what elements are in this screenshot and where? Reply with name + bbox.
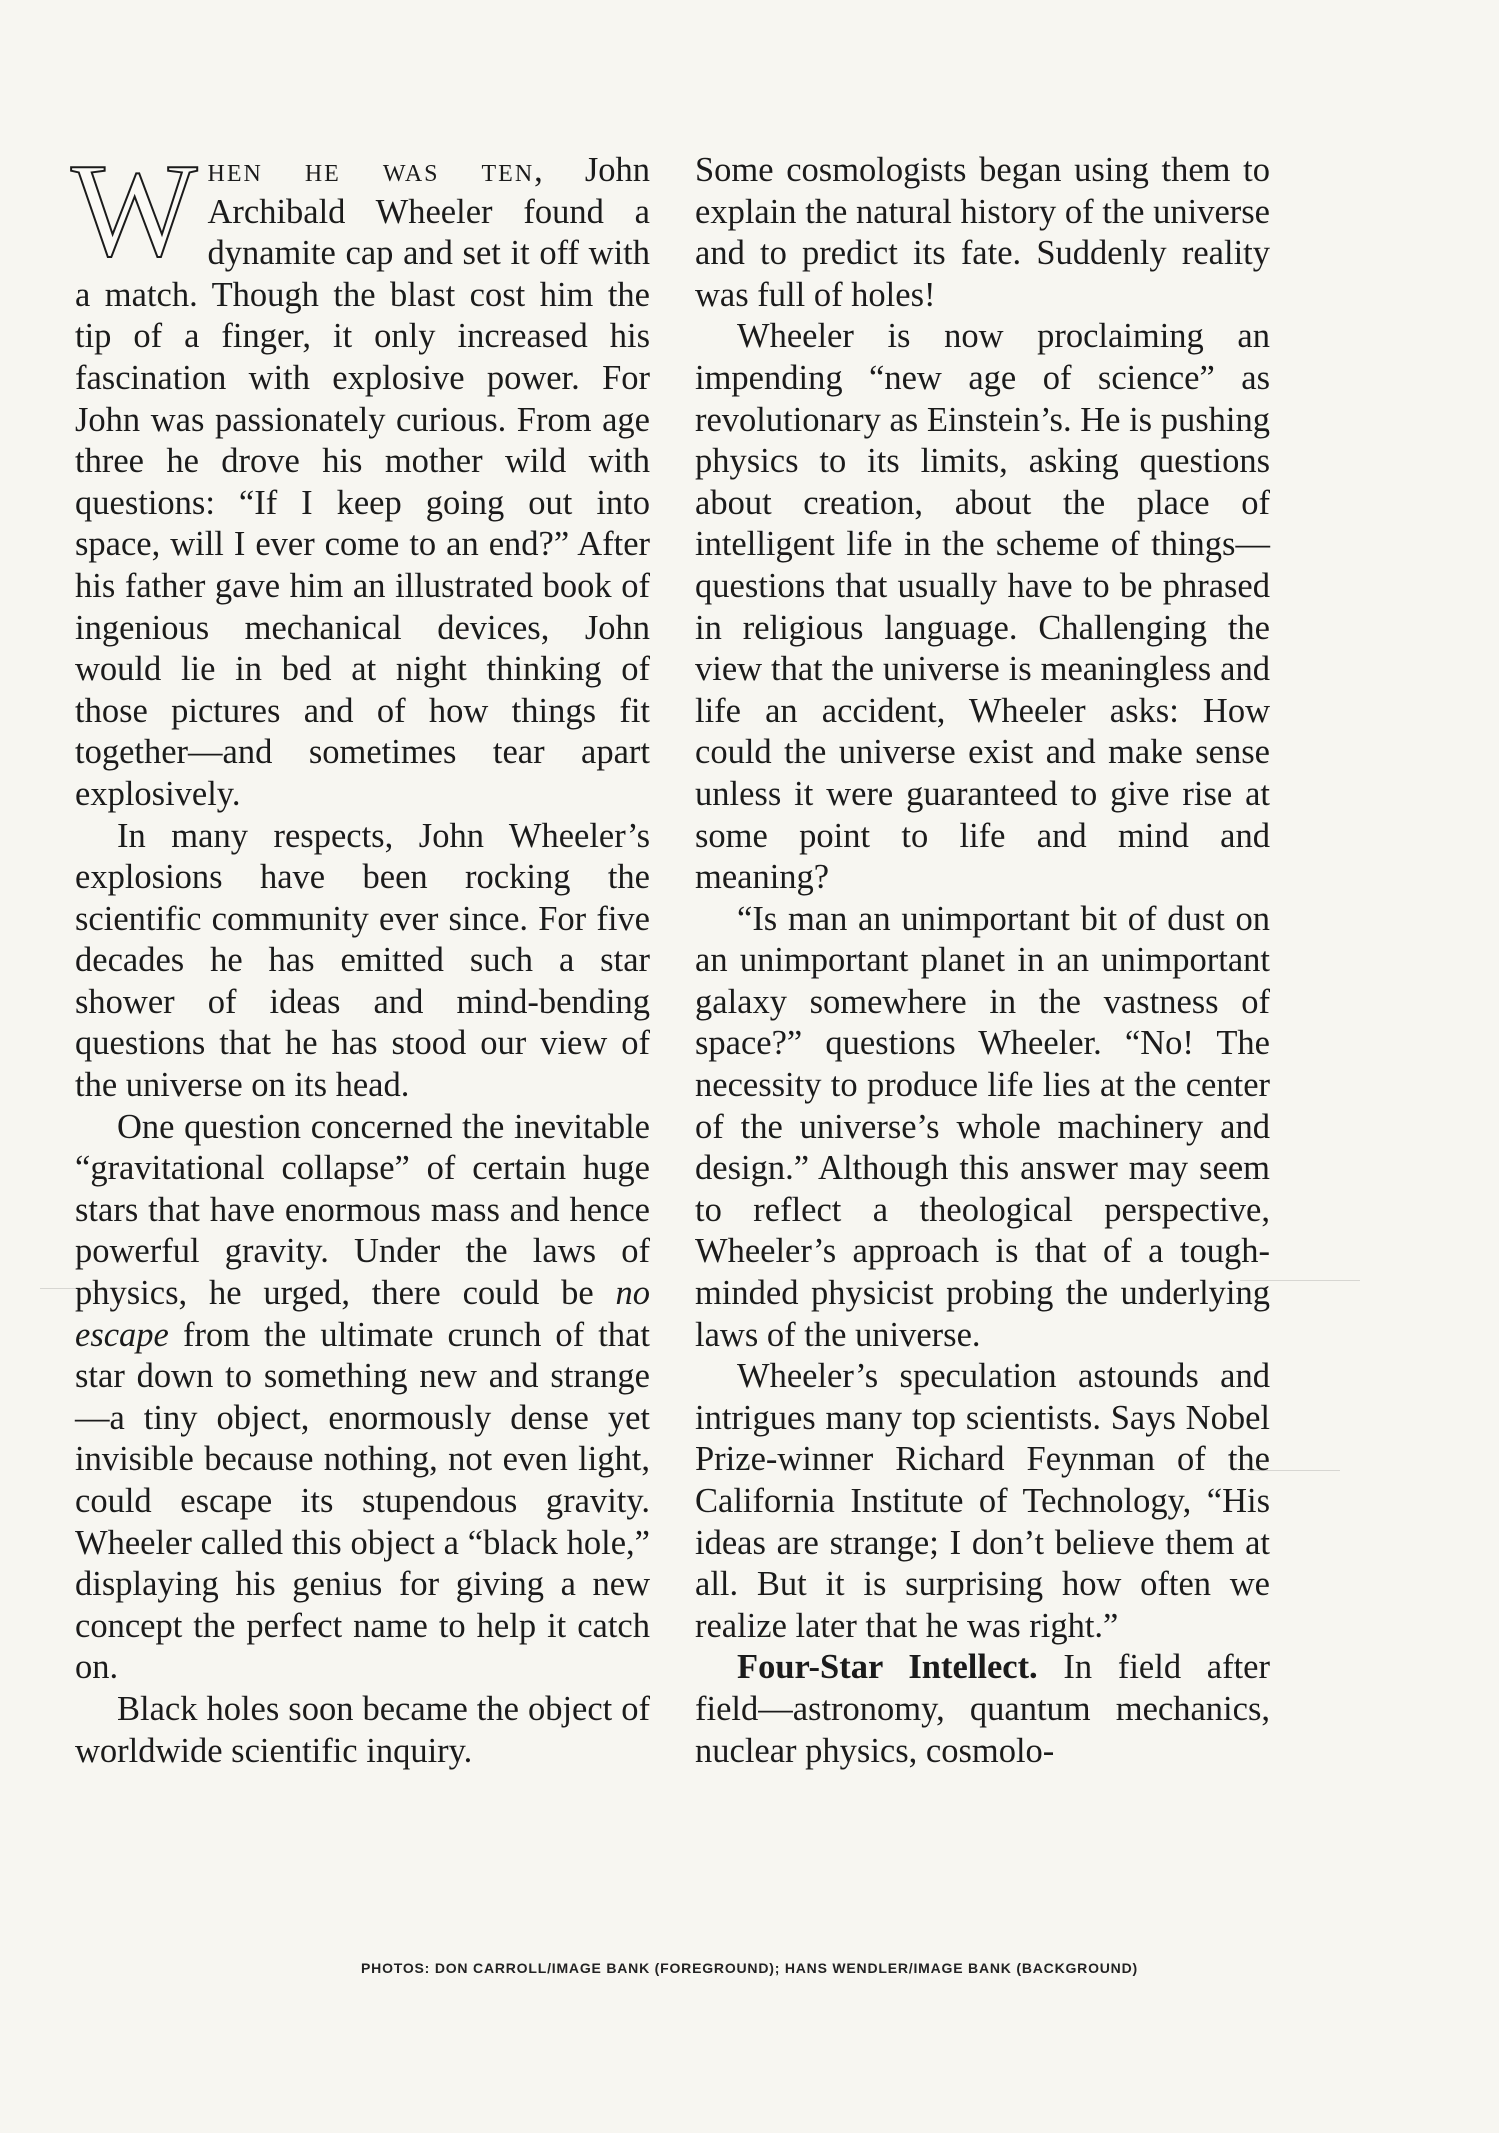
left-column <box>71 136 650 1772</box>
paragraph-cosmologists: Some cosmologists began using them to explain the natural history of the universe and to predict its fate. Suddenly reality was full of holes! <box>695 151 1270 314</box>
opening-paragraph <box>71 136 650 816</box>
right-column <box>695 150 1270 1772</box>
subhead-four-star-intellect: Four-Star Intellect. <box>737 1648 1038 1687</box>
paragraph-four-star: Four-Star Intellect. In field after field—astronomy, quantum mechanics, nuclear physics, cosmolo- <box>695 1648 1270 1770</box>
paragraph-black-holes: Black holes soon became the object of worldwide scientific inquiry. <box>75 1689 650 1770</box>
paragraph-explosions: In many respects, John Wheeler’s explosions have been rocking the scientific community ever since. For five decades he has emitted such a star shower of ideas and mind-bending questions that he has stood our view of the universe on its head. <box>75 816 650 1105</box>
paragraph-new-age: Wheeler is now proclaiming an impending “new age of science” as revolutionary as Einstein’s. He is pushing physics to its limits, asking questions about creation, about the place of intelligent life in the scheme of things—questions that usually have to be phrased in religious language. Challenging the view that the universe is meaningless and life an accident, Wheeler asks: How could the universe exist and make sense unless it were guaranteed to give rise at some point to life and mind and meaning? <box>695 317 1270 897</box>
paragraph-unimportant-dust: “Is man an unimportant bit of dust on an unimportant planet in an unimportant galaxy somewhere in the vastness of space?” questions Wheeler. “No! The necessity to produce life lies at the center of the universe’s whole machinery and design.” Although this answer may seem to reflect a theological perspective, Wheeler’s approach is that of a tough-minded physicist probing the underlying laws of the universe. <box>695 899 1270 1354</box>
lead-in-smallcaps: hen he was ten, <box>207 151 545 189</box>
photo-credit: PHOTOS: DON CARROLL/IMAGE BANK (FOREGROUND); HANS WENDLER/IMAGE BANK (BACKGROUND) <box>361 1960 1138 1976</box>
opening-paragraph-text: John Archibald Wheeler found a dynamite cap and set it off with a match. Though the blast cost him the tip of a finger, it only increased his fascination with explosive power. For John was passionately curious. From age three he drove his mother wild with questions: “If I keep going out into space, will I ever come to an end?” After his father gave him an illustrated book of ingenious mechanical devices, John would lie in bed at night thinking of those pictures and of how things fit together—and sometimes tear apart explosively. <box>75 151 650 813</box>
paragraph-gravitational-collapse: One question concerned the inevitable “gravitational collapse” of certain huge stars that have enormous mass and hence powerful gravity. Under the laws of physics, he urged, there could be no escape from the ultimate crunch of that star down to something new and strange—a tiny object, enormously dense yet invisible because nothing, not even light, could escape its stupendous gravity. Wheeler called this object a “black hole,” displaying his genius for giving a new concept the perfect name to help it catch on. <box>75 1107 650 1687</box>
paragraph-feynman-quote: Wheeler’s speculation astounds and intrigues many top scientists. Says Nobel Prize-winner Richard Feynman of the California Institute of Technology, “His ideas are strange; I don’t believe them at all. But it is surprising how often we realize later that he was right.” <box>695 1357 1270 1645</box>
drop-cap: W <box>71 136 194 284</box>
emphasis-no-escape: no escape <box>75 1274 650 1354</box>
